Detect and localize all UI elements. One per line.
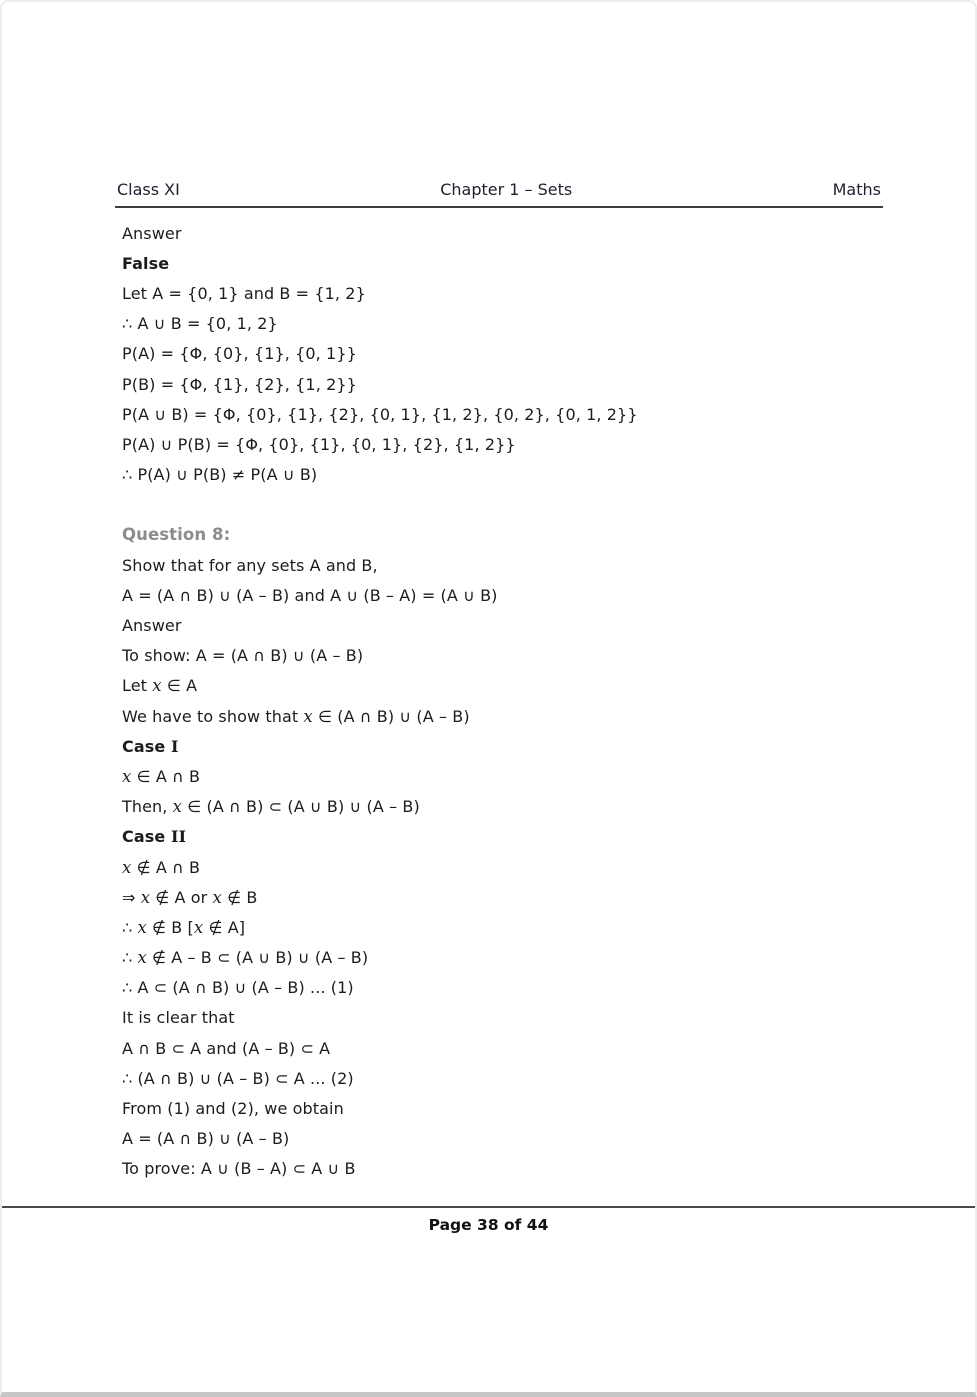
math-variable: x — [193, 917, 204, 937]
text-line: ∴ x ∉ A – B ⊂ (A ∪ B) ∪ (A – B) — [122, 948, 369, 968]
text-line: ∴ x ∉ B [ x ∉ A] — [122, 917, 246, 937]
text-line: ∴ A ∪ B = {0, 1, 2} — [122, 314, 278, 334]
text-line: Let A = {0, 1} and B = {1, 2} — [122, 283, 366, 303]
text-line: Show that for any sets A and B, — [122, 555, 378, 575]
math-variable: x — [122, 766, 132, 786]
content-lines — [122, 218, 882, 1184]
text-line: A ∩ B ⊂ A and (A – B) ⊂ A — [122, 1038, 331, 1058]
text-line: P(B) = {Φ, {1}, {2}, {1, 2}} — [122, 374, 357, 394]
text-line: Answer — [122, 616, 182, 636]
text-line: P(A) ∪ P(B) = {Φ, {0}, {1}, {0, 1}, {2}, {1, 2}} — [122, 434, 516, 454]
text-line: ⇒ x ∉ A or x ∉ B — [122, 887, 258, 907]
math-variable: x — [140, 887, 151, 907]
text-line: Case II — [122, 827, 187, 847]
page-number: Page 38 of 44 — [428, 1216, 549, 1234]
text-line: Let x ∈ A — [122, 676, 198, 696]
footer-divider — [2, 1206, 975, 1208]
text-line: We have to show that x ∈ (A ∩ B) ∪ (A – B) — [122, 706, 470, 726]
case-numeral: I — [170, 736, 179, 756]
math-variable: x — [137, 948, 147, 968]
text-line: A = (A ∩ B) ∪ (A – B) and A ∪ (B – A) = (A ∪ B) — [122, 585, 498, 605]
header-chapter-title: Chapter 1 – Sets — [440, 180, 573, 199]
math-variable: x — [152, 676, 162, 696]
text-line: ∴ (A ∩ B) ∪ (A – B) ⊂ A ... (2) — [122, 1068, 354, 1088]
text-line: Then, x ∈ (A ∩ B) ⊂ (A ∪ B) ∪ (A – B) — [122, 797, 420, 817]
math-variable: x — [122, 857, 132, 877]
text-line: False — [122, 253, 170, 273]
math-variable: x — [212, 887, 222, 907]
text-line: From (1) and (2), we obtain — [122, 1099, 344, 1119]
text-line: P(A ∪ B) = {Φ, {0}, {1}, {2}, {0, 1}, {1, 2}, {0, 2}, {0, 1, 2}} — [122, 404, 638, 424]
text-line: x ∈ A ∩ B — [122, 766, 201, 786]
header-subject-label: Maths — [832, 180, 881, 199]
page-header — [115, 180, 883, 208]
text-line: P(A) = {Φ, {0}, {1}, {0, 1}} — [122, 344, 357, 364]
text-line: x ∉ A ∩ B — [122, 857, 201, 877]
text-line: To prove: A ∪ (B – A) ⊂ A ∪ B — [122, 1159, 356, 1179]
case-numeral: II — [170, 827, 187, 847]
math-variable: x — [172, 797, 183, 817]
text-line: ∴ P(A) ∪ P(B) ≠ P(A ∪ B) — [122, 465, 318, 485]
header-class-label: Class XI — [117, 180, 180, 199]
text-line: Answer — [122, 223, 182, 243]
blank-line — [122, 490, 882, 520]
text-line: To show: A = (A ∩ B) ∪ (A – B) — [122, 646, 364, 666]
text-line: It is clear that — [122, 1008, 235, 1028]
math-variable: x — [137, 917, 147, 937]
text-line: ∴ A ⊂ (A ∩ B) ∪ (A – B) ... (1) — [122, 978, 354, 998]
text-line: A = (A ∩ B) ∪ (A – B) — [122, 1129, 290, 1149]
question-heading: Question 8: — [122, 525, 231, 545]
text-line: Case I — [122, 736, 179, 756]
math-variable: x — [303, 706, 313, 726]
